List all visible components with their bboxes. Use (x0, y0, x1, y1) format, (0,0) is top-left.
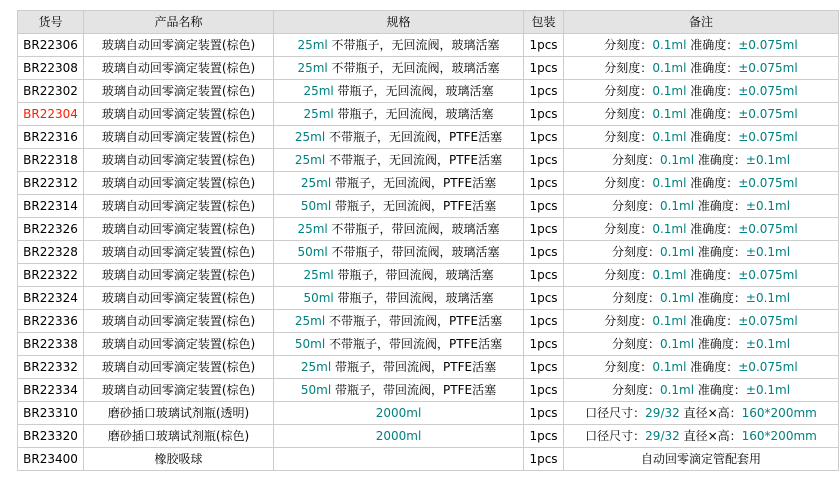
table-row (18, 379, 839, 402)
table-row (18, 80, 839, 103)
remark-cell (564, 195, 839, 218)
value-number: 0.1ml (652, 176, 687, 190)
remark-cell (564, 218, 839, 241)
spec-cell (274, 287, 524, 310)
product-name-cell: 磨砂插口玻璃试剂瓶(棕色) (84, 425, 274, 448)
value-number: ±0.1ml (745, 383, 791, 397)
value-number: 0.1ml (652, 222, 687, 236)
text-segment: 口径尺寸： (585, 406, 646, 420)
value-number: ±0.1ml (745, 199, 791, 213)
remark-cell (564, 241, 839, 264)
text-segment: 带瓶子，带回流阀，PTFE活塞 (331, 383, 497, 397)
package-cell: 1pcs (524, 172, 564, 195)
item-code-cell: BR22334 (18, 379, 84, 402)
value-number: 160*200mm (741, 429, 817, 443)
spec-cell (274, 218, 524, 241)
table-row (18, 172, 839, 195)
product-name-cell: 橡胶吸球 (84, 448, 274, 471)
value-number: ±0.075ml (738, 107, 798, 121)
product-name-cell: 玻璃自动回零滴定装置(棕色) (84, 103, 274, 126)
package-cell: 1pcs (524, 333, 564, 356)
text-segment: 不带瓶子，带回流阀，玻璃活塞 (327, 222, 500, 236)
value-number: 0.1ml (659, 383, 695, 397)
text-segment: 带瓶子，带回流阀，PTFE活塞 (331, 360, 497, 374)
text-segment: 自动回零滴定管配套用 (640, 452, 761, 466)
package-cell: 1pcs (524, 195, 564, 218)
remark-cell (564, 264, 839, 287)
text-segment: 分刻度： (604, 222, 653, 236)
text-segment: 准确度： (686, 222, 739, 236)
text-segment: 分刻度： (604, 268, 653, 282)
remark-cell (564, 287, 839, 310)
value-number: 0.1ml (659, 199, 695, 213)
value-number: 50ml (297, 245, 328, 259)
text-segment: 分刻度： (604, 314, 653, 328)
text-segment: 准确度： (694, 153, 746, 167)
value-number: 25ml (297, 222, 328, 236)
text-segment: 分刻度： (604, 38, 653, 52)
package-cell: 1pcs (524, 264, 564, 287)
value-number: 50ml (300, 383, 332, 397)
text-segment: 分刻度： (604, 107, 653, 121)
spec-cell (274, 379, 524, 402)
col-header-spec: 规格 (274, 11, 524, 34)
value-number: 25ml (294, 130, 326, 144)
product-name-cell: 玻璃自动回零滴定装置(棕色) (84, 333, 274, 356)
table-row (18, 57, 839, 80)
table-row (18, 448, 839, 471)
package-cell: 1pcs (524, 126, 564, 149)
value-number: 50ml (303, 291, 334, 305)
value-number: 0.1ml (659, 291, 695, 305)
item-code-cell: BR22326 (18, 218, 84, 241)
table-row (18, 241, 839, 264)
item-code-cell: BR22318 (18, 149, 84, 172)
value-number: 25ml (303, 107, 334, 121)
package-cell: 1pcs (524, 57, 564, 80)
text-segment: 准确度： (686, 61, 739, 75)
value-number: 0.1ml (652, 38, 687, 52)
product-name-cell: 玻璃自动回零滴定装置(棕色) (84, 126, 274, 149)
value-number: ±0.1ml (745, 291, 791, 305)
item-code-cell: BR23310 (18, 402, 84, 425)
text-segment: 分刻度： (604, 84, 653, 98)
table-row (18, 195, 839, 218)
text-segment: 准确度： (686, 107, 739, 121)
text-segment: 带瓶子，无回流阀，玻璃活塞 (333, 107, 494, 121)
text-segment: 准确度： (694, 337, 746, 351)
table-row (18, 218, 839, 241)
package-cell: 1pcs (524, 448, 564, 471)
value-number: 25ml (297, 61, 328, 75)
text-segment: 带瓶子，无回流阀，PTFE活塞 (331, 176, 497, 190)
item-code-cell: BR23400 (18, 448, 84, 471)
item-code-cell: BR22336 (18, 310, 84, 333)
product-name-cell: 玻璃自动回零滴定装置(棕色) (84, 172, 274, 195)
table-row (18, 149, 839, 172)
table-row (18, 287, 839, 310)
product-name-cell: 玻璃自动回零滴定装置(棕色) (84, 149, 274, 172)
value-number: 25ml (297, 38, 328, 52)
value-number: ±0.075ml (738, 130, 798, 144)
table-body (18, 34, 839, 471)
spec-cell (274, 80, 524, 103)
text-segment: 带瓶子，无回流阀，玻璃活塞 (333, 84, 494, 98)
remark-cell (564, 80, 839, 103)
value-number: 0.1ml (652, 360, 687, 374)
spec-cell (274, 264, 524, 287)
value-number: 25ml (300, 360, 332, 374)
package-cell: 1pcs (524, 241, 564, 264)
text-segment: 准确度： (694, 291, 746, 305)
item-code-cell: BR22308 (18, 57, 84, 80)
value-number: 0.1ml (659, 153, 695, 167)
text-segment: 不带瓶子，无回流阀，PTFE活塞 (325, 153, 503, 167)
value-number: 25ml (294, 153, 326, 167)
col-header-item-code: 货号 (18, 11, 84, 34)
remark-cell (564, 172, 839, 195)
remark-cell (564, 103, 839, 126)
package-cell: 1pcs (524, 149, 564, 172)
value-number: 0.1ml (659, 337, 695, 351)
product-name-cell: 玻璃自动回零滴定装置(棕色) (84, 287, 274, 310)
item-code-cell: BR22304 (18, 103, 84, 126)
value-number: 0.1ml (652, 130, 687, 144)
spec-cell (274, 356, 524, 379)
product-table-container (17, 10, 838, 471)
value-number: ±0.075ml (738, 61, 798, 75)
item-code-cell: BR23320 (18, 425, 84, 448)
item-code-cell: BR22332 (18, 356, 84, 379)
text-segment: 准确度： (694, 245, 746, 259)
text-segment: 分刻度： (611, 153, 660, 167)
remark-cell (564, 379, 839, 402)
text-segment: 分刻度： (611, 291, 660, 305)
text-segment: 分刻度： (604, 176, 653, 190)
text-segment: 准确度： (686, 38, 739, 52)
product-name-cell: 玻璃自动回零滴定装置(棕色) (84, 195, 274, 218)
table-row (18, 264, 839, 287)
value-number: 0.1ml (652, 84, 687, 98)
value-number: 29/32 (645, 429, 680, 443)
value-number: ±0.075ml (738, 84, 798, 98)
text-segment: 分刻度： (611, 199, 660, 213)
package-cell: 1pcs (524, 379, 564, 402)
item-code-cell: BR22314 (18, 195, 84, 218)
product-table (17, 10, 839, 471)
text-segment: 分刻度： (604, 360, 653, 374)
text-segment: 不带瓶子，带回流阀，PTFE活塞 (325, 337, 503, 351)
value-number: 0.1ml (652, 268, 687, 282)
text-segment: 准确度： (686, 314, 739, 328)
spec-cell (274, 172, 524, 195)
remark-cell (564, 126, 839, 149)
value-number: 0.1ml (652, 314, 687, 328)
text-segment: 分刻度： (604, 61, 653, 75)
value-number: 25ml (303, 268, 334, 282)
value-number: ±0.1ml (745, 245, 791, 259)
spec-cell (274, 241, 524, 264)
text-segment: 不带瓶子，带回流阀，PTFE活塞 (325, 314, 503, 328)
col-header-remark: 备注 (564, 11, 839, 34)
item-code-cell: BR22322 (18, 264, 84, 287)
table-row (18, 425, 839, 448)
remark-cell (564, 333, 839, 356)
value-number: 0.1ml (652, 107, 687, 121)
spec-cell (274, 103, 524, 126)
item-code-cell: BR22338 (18, 333, 84, 356)
remark-cell (564, 310, 839, 333)
text-segment: 分刻度： (611, 245, 660, 259)
product-name-cell: 玻璃自动回零滴定装置(棕色) (84, 218, 274, 241)
text-segment: 准确度： (694, 199, 746, 213)
spec-cell (274, 333, 524, 356)
text-segment: 分刻度： (611, 337, 660, 351)
text-segment: 准确度： (686, 84, 739, 98)
text-segment: 准确度： (686, 176, 739, 190)
text-segment: 不带瓶子，无回流阀，玻璃活塞 (327, 61, 500, 75)
spec-cell (274, 126, 524, 149)
product-name-cell: 玻璃自动回零滴定装置(棕色) (84, 57, 274, 80)
package-cell: 1pcs (524, 425, 564, 448)
text-segment: 准确度： (686, 360, 739, 374)
remark-cell (564, 448, 839, 471)
text-segment: 带瓶子，带回流阀，玻璃活塞 (333, 268, 494, 282)
text-segment: 带瓶子，无回流阀，PTFE活塞 (331, 199, 497, 213)
item-code-cell: BR22306 (18, 34, 84, 57)
item-code-cell: BR22324 (18, 287, 84, 310)
item-code-cell: BR22328 (18, 241, 84, 264)
value-number: ±0.075ml (738, 176, 798, 190)
table-row (18, 34, 839, 57)
value-number: ±0.075ml (738, 38, 798, 52)
value-number: 50ml (300, 199, 332, 213)
value-number: 25ml (294, 314, 326, 328)
spec-cell (274, 425, 524, 448)
product-name-cell: 玻璃自动回零滴定装置(棕色) (84, 356, 274, 379)
product-name-cell: 玻璃自动回零滴定装置(棕色) (84, 80, 274, 103)
package-cell: 1pcs (524, 402, 564, 425)
value-number: 0.1ml (652, 61, 687, 75)
package-cell: 1pcs (524, 356, 564, 379)
value-number: ±0.075ml (738, 222, 798, 236)
value-number: 160*200mm (741, 406, 817, 420)
table-row (18, 402, 839, 425)
spec-cell (274, 448, 524, 471)
value-number: ±0.075ml (738, 360, 798, 374)
value-number: 50ml (294, 337, 326, 351)
remark-cell (564, 425, 839, 448)
text-segment: 口径尺寸： (585, 429, 646, 443)
package-cell: 1pcs (524, 218, 564, 241)
spec-cell (274, 310, 524, 333)
table-row (18, 310, 839, 333)
remark-cell (564, 356, 839, 379)
product-name-cell: 磨砂插口玻璃试剂瓶(透明) (84, 402, 274, 425)
table-row (18, 103, 839, 126)
product-name-cell: 玻璃自动回零滴定装置(棕色) (84, 34, 274, 57)
text-segment: 准确度： (686, 268, 739, 282)
col-header-package: 包装 (524, 11, 564, 34)
text-segment: 不带瓶子，无回流阀，PTFE活塞 (325, 130, 503, 144)
value-number: 2000ml (375, 406, 422, 420)
text-segment: 直径×高： (679, 429, 742, 443)
table-header-row (18, 11, 839, 34)
text-segment: 分刻度： (611, 383, 660, 397)
package-cell: 1pcs (524, 34, 564, 57)
value-number: ±0.075ml (738, 268, 798, 282)
package-cell: 1pcs (524, 287, 564, 310)
remark-cell (564, 34, 839, 57)
text-segment: 准确度： (686, 130, 739, 144)
value-number: 25ml (300, 176, 332, 190)
value-number: 0.1ml (659, 245, 695, 259)
value-number: ±0.075ml (738, 314, 798, 328)
table-row (18, 333, 839, 356)
package-cell: 1pcs (524, 103, 564, 126)
item-code-cell: BR22312 (18, 172, 84, 195)
text-segment: 准确度： (694, 383, 746, 397)
package-cell: 1pcs (524, 80, 564, 103)
item-code-cell: BR22302 (18, 80, 84, 103)
remark-cell (564, 402, 839, 425)
text-segment: 直径×高： (679, 406, 742, 420)
spec-cell (274, 402, 524, 425)
value-number: 25ml (303, 84, 334, 98)
spec-cell (274, 34, 524, 57)
spec-cell (274, 195, 524, 218)
value-number: 29/32 (645, 406, 680, 420)
table-row (18, 126, 839, 149)
text-segment: 不带瓶子，无回流阀，玻璃活塞 (327, 38, 500, 52)
spec-cell (274, 57, 524, 80)
value-number: 2000ml (375, 429, 422, 443)
product-name-cell: 玻璃自动回零滴定装置(棕色) (84, 264, 274, 287)
product-name-cell: 玻璃自动回零滴定装置(棕色) (84, 379, 274, 402)
text-segment: 分刻度： (604, 130, 653, 144)
table-row (18, 356, 839, 379)
product-name-cell: 玻璃自动回零滴定装置(棕色) (84, 241, 274, 264)
text-segment: 不带瓶子，带回流阀，玻璃活塞 (327, 245, 500, 259)
remark-cell (564, 57, 839, 80)
remark-cell (564, 149, 839, 172)
value-number: ±0.1ml (745, 153, 791, 167)
col-header-product-name: 产品名称 (84, 11, 274, 34)
text-segment: 带瓶子，带回流阀，玻璃活塞 (333, 291, 494, 305)
value-number: ±0.1ml (745, 337, 791, 351)
item-code-cell: BR22316 (18, 126, 84, 149)
package-cell: 1pcs (524, 310, 564, 333)
product-name-cell: 玻璃自动回零滴定装置(棕色) (84, 310, 274, 333)
spec-cell (274, 149, 524, 172)
